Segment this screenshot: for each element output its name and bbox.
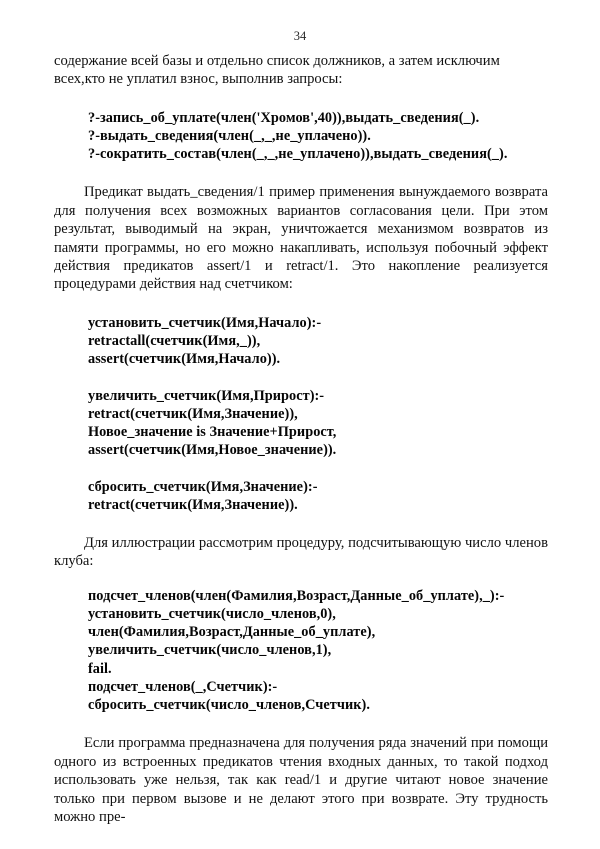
code-line: подсчет_членов(член(Фамилия,Возраст,Данные_об_уплате),_):- (88, 587, 505, 604)
code-line: ?-выдать_сведения(член(_,_,не_уплачено)). (88, 128, 371, 145)
code-line: Новое_значение is Значение+Прирост, (88, 424, 337, 441)
code-line: retract(счетчик(Имя,Значение)). (88, 496, 298, 513)
code-line: retract(счетчик(Имя,Значение)), (88, 405, 298, 422)
code-line: установить_счетчик(Имя,Начало):- (88, 314, 322, 331)
code-line: член(Фамилия,Возраст,Данные_об_уплате), (88, 624, 376, 641)
page-number: 34 (293, 29, 307, 43)
code-line: сбросить_счетчик(число_членов,Счетчик). (88, 697, 370, 714)
code-blank-line (88, 368, 548, 386)
code-line: ?-запись_об_уплате(член('Хромов',40)),выдать_сведения(_). (88, 109, 480, 126)
code-line: assert(счетчик(Имя,Новое_значение)). (88, 442, 337, 459)
code-line: assert(счетчик(Имя,Начало)). (88, 351, 281, 368)
code-line: fail. (88, 660, 112, 677)
paragraph-continuation-top-line2 (54, 70, 548, 88)
code-blank-line (88, 459, 548, 477)
code-block-counter-procedures (54, 314, 548, 514)
spacer (54, 89, 548, 109)
page-content (54, 52, 548, 826)
code-line: увеличить_счетчик(Имя,Прирост):- (88, 387, 325, 404)
paragraph-read-predicate: Если программа предназначена для получения ряда значений при помощи одного из встроенных предикатов чтения входных данных, то такой подход использовать уже нельзя, так как read/1 и другие читают новое значение только при первом вызове и не делают этого при возврате. Эту трудность можно пре- (54, 735, 548, 825)
code-line: установить_счетчик(число_членов,0), (88, 606, 336, 623)
code-block-member-count (54, 587, 548, 714)
spacer (54, 163, 548, 183)
paragraph-predicate-explanation: Предикат выдать_сведения/1 пример применения вынуждаемого возврата для получения всех возможных вариантов согласования цели. При этом результат, выводимый на экран, уничтожается механизмом возвратов из памяти программы, но его можно накапливать, используя побочный эффект действия предикатов assert/1 и retract/1. Это накопление реализуется процедурами действия над счетчиком: (54, 184, 548, 293)
code-block-queries (54, 109, 548, 164)
spacer (54, 571, 548, 587)
paragraph-continuation-top (54, 52, 548, 70)
code-line: подсчет_членов(_,Счетчик):- (88, 678, 278, 695)
code-line: увеличить_счетчик(число_членов,1), (88, 642, 332, 659)
paragraph-illustration: Для иллюстрации рассмотрим процедуру, подсчитывающую число членов клуба: (54, 535, 548, 570)
code-line: ?-сократить_состав(член(_,_,не_уплачено)),выдать_сведения(_). (88, 146, 508, 163)
code-line: retractall(счетчик(Имя,_)), (88, 333, 261, 350)
spacer (54, 714, 548, 734)
paragraph-line: содержание всей базы и отдельно список должников, а затем исключим (54, 53, 500, 69)
spacer (54, 514, 548, 534)
paragraph-line: всех,кто не уплатил взнос, выполнив запросы: (54, 71, 343, 88)
code-line: сбросить_счетчик(Имя,Значение):- (88, 478, 318, 495)
spacer (54, 294, 548, 314)
